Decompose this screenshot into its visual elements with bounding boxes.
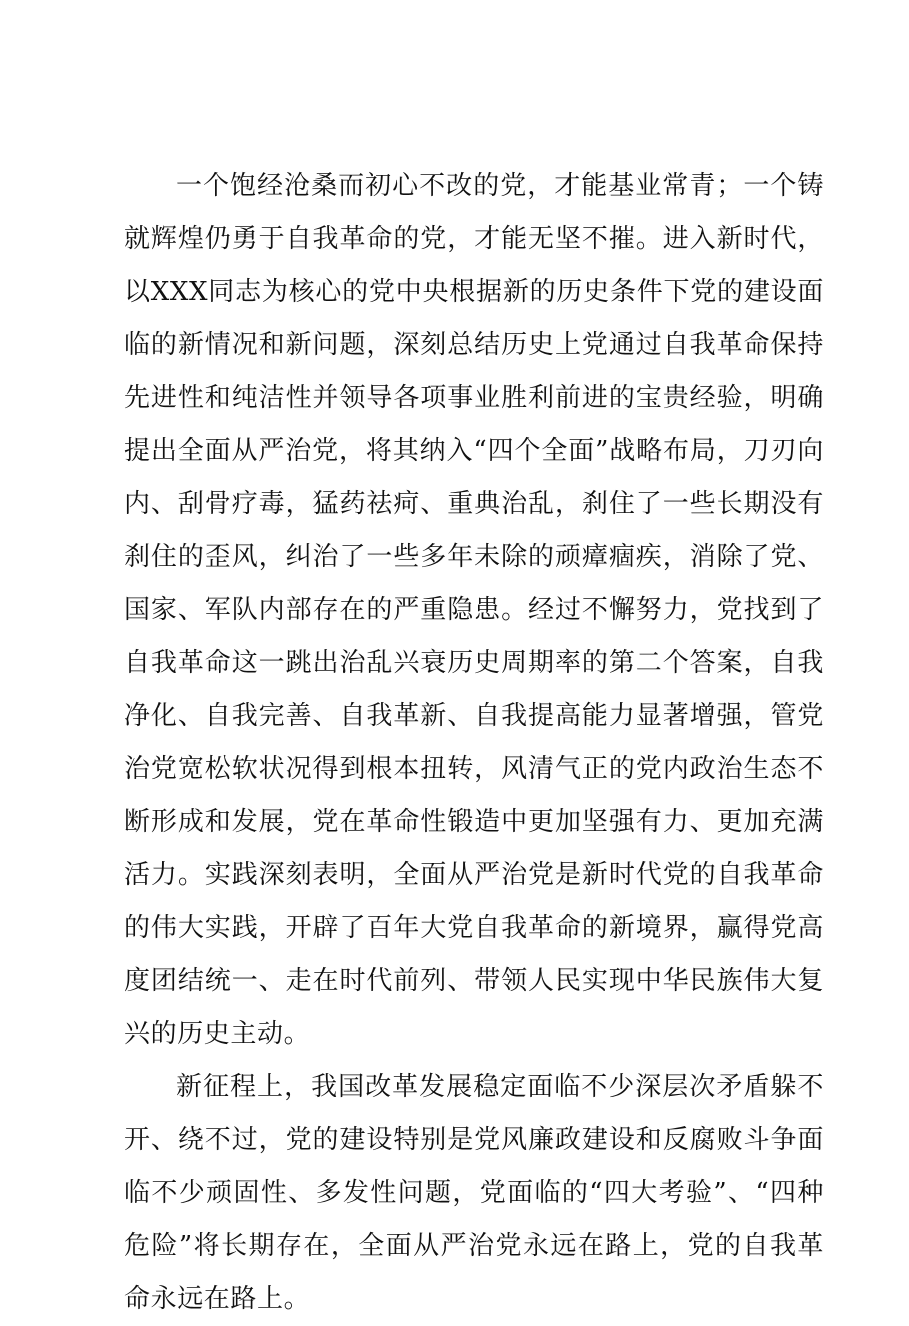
paragraph-1: 一个饱经沧桑而初心不改的党，才能基业常青；一个铸就辉煌仍勇于自我革命的党，才能无坚不摧。进入新时代，以XXX同志为核心的党中央根据新的历史条件下党的建设面临的新情况和新问题，深刻总结历史上党通过自我革命保持先进性和纯洁性并领导各项事业胜利前进的宝贵经验，明确提出全面从严治党，将其纳入“四个全面”战略布局，刀刃向内、刮骨疗毒，猛药祛疴、重典治乱，刹住了一些长期没有刹住的歪风，纠治了一些多年未除的顽瘴痼疾，消除了党、国家、军队内部存在的严重隐患。经过不懈努力，党找到了自我革命这一跳出治乱兴衰历史周期率的第二个答案，自我净化、自我完善、自我革新、自我提高能力显著增强，管党治党宽松软状况得到根本扭转，风清气正的党内政治生态不断形成和发展，党在革命性锻造中更加坚强有力、更加充满活力。实践深刻表明，全面从严治党是新时代党的自我革命的伟大实践，开辟了百年大党自我革命的新境界，赢得党高度团结统一、走在时代前列、带领人民实现中华民族伟大复兴的历史主动。 [124, 171, 824, 1049]
paragraph-2: 新征程上，我国改革发展稳定面临不少深层次矛盾躲不开、绕不过，党的建设特别是党风廉政建设和反腐败斗争面临不少顽固性、多发性问题，党面临的“四大考验”、“四种危险”将长期存在，全面从严治党永远在路上，党的自我革命永远在路上。 [124, 1072, 824, 1314]
document-body [124, 160, 824, 1326]
